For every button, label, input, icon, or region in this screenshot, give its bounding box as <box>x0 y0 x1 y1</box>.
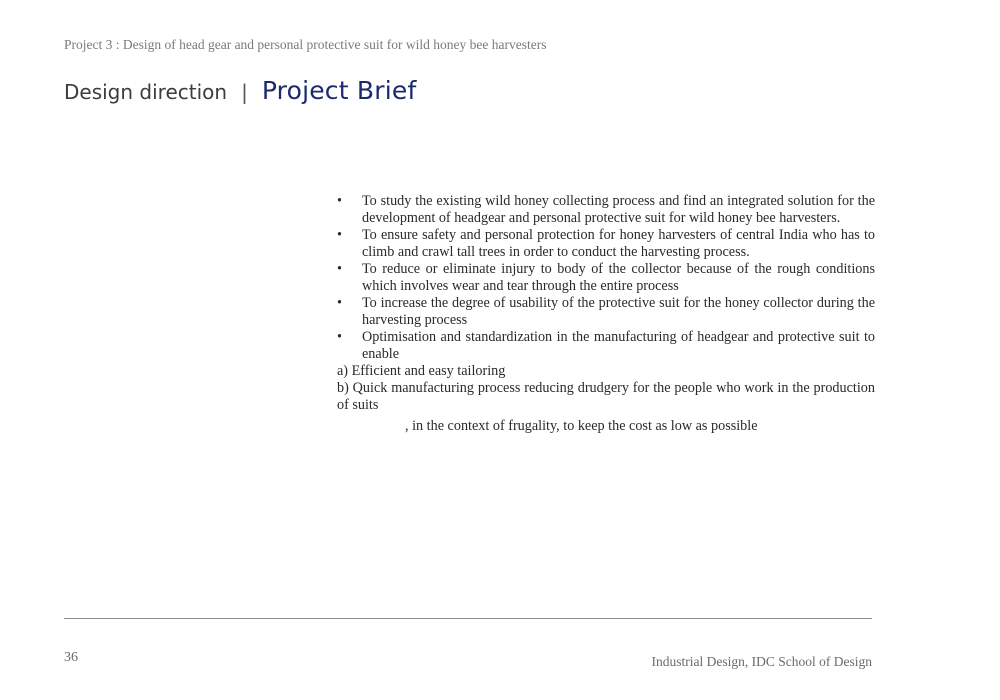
bullet-icon: • <box>337 261 342 277</box>
page-heading <box>64 76 416 105</box>
brief-list <box>337 193 875 363</box>
bullet-icon: • <box>337 193 342 209</box>
brief-item <box>337 227 875 261</box>
brief-sub-item: b) Quick manufacturing process reducing drudgery for the people who work in the production of suits <box>337 380 875 413</box>
heading-separator: | <box>241 80 248 104</box>
brief-item <box>337 329 875 363</box>
footer-divider <box>64 618 872 619</box>
brief-item <box>337 193 875 227</box>
bullet-icon: • <box>337 227 342 243</box>
bullet-icon: • <box>337 295 342 311</box>
project-brief <box>337 193 875 435</box>
running-title: Project 3 : Design of head gear and personal protective suit for wild honey bee harvesters <box>64 37 547 52</box>
brief-sub-item: a) Efficient and easy tailoring <box>337 363 506 379</box>
brief-sublist <box>337 363 875 414</box>
section-label: Design direction <box>64 80 228 104</box>
brief-item-text: To increase the degree of usability of the protective suit for the honey collector during the harvesting process <box>362 295 875 328</box>
page-number: 36 <box>64 650 78 665</box>
bullet-icon: • <box>337 329 342 345</box>
brief-closing-text: , in the context of frugality, to keep the cost as low as possible <box>405 418 758 434</box>
brief-item-text: To study the existing wild honey collecting process and find an integrated solution for the development of headgear and personal protective suit for wild honey bee harvesters. <box>362 193 875 226</box>
footer-credit: Industrial Design, IDC School of Design <box>651 654 872 669</box>
brief-item-text: To ensure safety and personal protection for honey harvesters of central India who has to climb and crawl tall trees in order to conduct the harvesting process. <box>362 227 875 260</box>
page-title: Project Brief <box>261 76 417 105</box>
brief-item-text: To reduce or eliminate injury to body of the collector because of the rough conditions which involves wear and tear through the entire process <box>362 261 875 294</box>
brief-item <box>337 295 875 329</box>
brief-item-text: Optimisation and standardization in the manufacturing of headgear and protective suit to enable <box>362 329 875 362</box>
brief-item <box>337 261 875 295</box>
